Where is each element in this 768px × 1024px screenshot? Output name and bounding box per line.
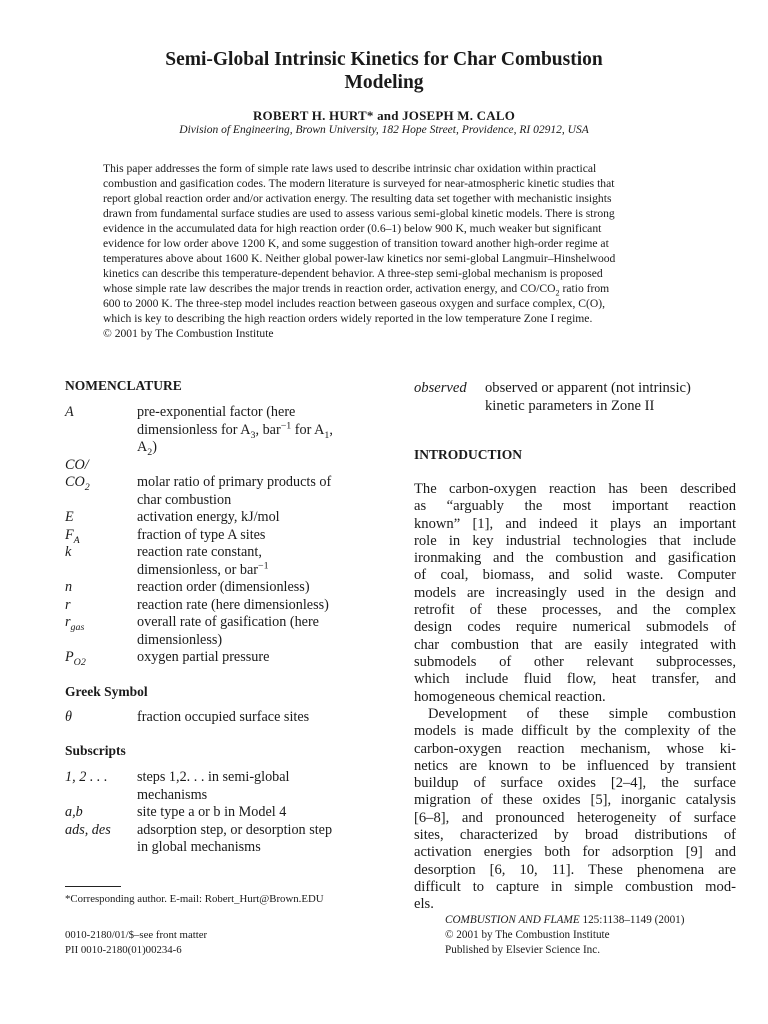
text-line: homogeneous chemical reaction. (414, 688, 606, 705)
text: for A (291, 421, 325, 438)
subscript: 2 (84, 481, 90, 493)
text-line: difficult to capture in simple combustion mod- (414, 878, 736, 895)
text: ) (152, 439, 157, 455)
text-line: The carbon-oxygen reaction has been described (414, 481, 736, 497)
journal-name: COMBUSTION AND FLAME (445, 914, 580, 926)
abstract-line-text: whose simple rate law describes the major trends in reaction order, activation energy, and CO/CO (103, 282, 556, 295)
symbol: 1, 2 . . . (65, 769, 108, 785)
pii-line: PII 0010-2180(01)00234-6 (65, 944, 182, 956)
text-line: submodels of other relevant subprocesses, (414, 653, 736, 670)
symbol: r (65, 596, 71, 613)
nomenclature-item (65, 509, 395, 527)
nomenclature-item (65, 544, 395, 579)
footnote: *Corresponding author. E-mail: Robert_Hurt@Brown.EDU (65, 893, 324, 905)
nomenclature-item (65, 597, 395, 615)
nomenclature-item (65, 457, 395, 510)
definition: oxygen partial pressure (137, 649, 270, 665)
text: dimensionless for A (137, 421, 251, 438)
greek-list (65, 709, 395, 727)
definition (137, 769, 395, 804)
text: , (329, 421, 333, 438)
abstract (103, 161, 699, 341)
issn-line: 0010-2180/01/$–see front matter (65, 929, 208, 941)
definition-line: kinetic parameters in Zone II (485, 398, 655, 414)
symbol (65, 614, 137, 649)
text-line: Development of these simple combustion (428, 706, 736, 722)
intro-paragraph-1 (414, 481, 736, 706)
intro-paragraph-2 (414, 706, 736, 914)
nomenclature-item (65, 404, 395, 457)
symbol (65, 527, 137, 545)
definition (137, 404, 395, 457)
symbol-line (65, 474, 137, 492)
superscript: −1 (257, 559, 269, 571)
definition: site type a or b in Model 4 (137, 804, 287, 820)
text-line: activation energies both for adsorption [9] and (414, 844, 736, 861)
nomenclature-list (65, 404, 395, 667)
definition-line: in global mechanisms (137, 839, 261, 855)
nomenclature-item (65, 649, 395, 667)
definition (137, 822, 395, 857)
symbol: n (65, 579, 73, 595)
nomenclature-item (65, 822, 395, 857)
definition-line: adsorption step, or desorption step (137, 821, 333, 838)
definition-line: reaction rate constant, (137, 544, 262, 560)
symbol (65, 649, 137, 667)
text-line: as “arguably the most important reaction (414, 498, 736, 515)
text-line: retrofit of these processes, and the complex (414, 602, 736, 619)
text-line: char combustion that are easily integrated with (414, 636, 736, 653)
paper-title (90, 48, 678, 94)
nomenclature-item (65, 804, 395, 822)
greek-heading: Greek Symbol (65, 684, 148, 699)
subscript: 2 (555, 288, 560, 298)
abstract-line-tail: ratio from (559, 282, 610, 295)
definition-line: mechanisms (137, 786, 208, 803)
symbol: E (65, 509, 74, 525)
symbol-line: CO/ (65, 456, 89, 473)
nomenclature-heading: NOMENCLATURE (65, 378, 182, 393)
journal-volume: 125:1138–1149 (2001) (579, 914, 685, 926)
subscript: 2 (147, 446, 153, 458)
text-line: models are increasingly used in the design and (414, 584, 736, 601)
text-line: carbon-oxygen reaction mechanism, whose ki- (414, 740, 736, 757)
nomenclature-item (65, 769, 395, 804)
text-line: role in key industrial technologies that include (414, 532, 736, 549)
symbol: a,b (65, 804, 83, 820)
text-line: [6–8], and pronounced heterogeneity of surface (414, 809, 736, 826)
definition-line: char combustion (137, 491, 232, 508)
text-line: of coal, biomass, and solid waste. Computer (414, 567, 736, 584)
definition: fraction of type A sites (137, 526, 266, 543)
text-line: which include fluid flow, heat transfer, and (414, 671, 736, 688)
intro-heading: INTRODUCTION (414, 447, 523, 462)
definition: reaction rate (here dimensionless) (137, 596, 329, 613)
definition-line (137, 559, 395, 580)
definition-line: molar ratio of primary products of (137, 474, 332, 490)
abstract-line: report global reaction order and/or activation energy. The resulting data set together with mechanistic insights (103, 192, 612, 205)
footnote-rule (65, 886, 121, 887)
definition-line: steps 1,2. . . in semi-global (137, 769, 290, 785)
symbol: ads, des (65, 821, 111, 838)
text-line: migration of these oxides [5], inorganic catalysis (414, 792, 736, 809)
journal-info (445, 913, 685, 958)
definition: activation energy, kJ/mol (137, 509, 280, 525)
abstract-line (103, 281, 699, 296)
definition (485, 379, 736, 415)
nomenclature-item (65, 709, 395, 727)
abstract-line: This paper addresses the form of simple rate laws used to describe intrinsic char oxidation within practical (103, 162, 597, 175)
text-line: buildup of surface oxides [2–4], the surface (414, 775, 736, 792)
abstract-line: evidence for low order above 1200 K, and some suggestion of transition toward another high-order regime at (103, 237, 609, 250)
text (445, 914, 685, 926)
definition (137, 457, 395, 510)
abstract-line: © 2001 by The Combustion Institute (103, 327, 274, 340)
text: F (65, 526, 74, 543)
observed-entry (414, 379, 736, 415)
definition-line: pre-exponential factor (here (137, 404, 296, 420)
text: A (137, 439, 148, 455)
nomenclature-item (414, 379, 736, 415)
copyright-line: © 2001 by The Combustion Institute (445, 929, 610, 941)
definition-line (137, 439, 395, 457)
journal-citation (445, 913, 685, 928)
text: dimensionless, or bar (137, 561, 258, 578)
symbol: θ (65, 709, 72, 725)
text: P (65, 649, 74, 665)
affiliation: Division of Engineering, Brown University, 182 Hope Street, Providence, RI 02912, USA (179, 124, 589, 136)
abstract-line: drawn from fundamental surface studies are used to assess various semi-global kinetic models. There is strong (103, 207, 615, 220)
definition: reaction order (dimensionless) (137, 579, 310, 595)
definition-line: overall rate of gasification (here (137, 614, 319, 630)
title-line-1: Semi-Global Intrinsic Kinetics for Char Combustion (165, 49, 603, 70)
text: r (65, 614, 71, 630)
abstract-line: which is key to describing the high reaction orders widely reported in the low temperature Zone I regime. (103, 312, 593, 325)
title-line-2: Modeling (344, 72, 424, 93)
subscript: O2 (73, 656, 86, 668)
publisher-line: Published by Elsevier Science Inc. (445, 944, 601, 956)
text-line: models is made difficult by the complexity of the (414, 723, 736, 740)
abstract-line: combustion and gasification codes. The modern literature is surveyed for near-atmospheric kinetic studies that (103, 177, 615, 190)
symbol: A (65, 404, 74, 420)
abstract-line: evidence in the accumulated data for high reaction order (0.6–1) below 900 K, much weaker but significant (103, 222, 602, 235)
subscripts-heading: Subscripts (65, 743, 126, 758)
definition-line: observed or apparent (not intrinsic) (485, 380, 691, 396)
issn-block (65, 928, 207, 958)
text: CO (65, 474, 85, 490)
text-line: sites, characterized by broad distributions of (414, 827, 736, 844)
text-line: ironmaking and the combustion and gasification (414, 550, 736, 567)
abstract-line: kinetics can describe this temperature-dependent behavior. A three-step semi-global mechanism is proposed (103, 267, 603, 280)
symbol (65, 457, 137, 510)
subscript: A (73, 534, 80, 546)
text-line: known” [1], and indeed it plays an important (414, 515, 736, 532)
abstract-line: temperatures above about 1600 K. Neither global power-law kinetics nor semi-global Langmuir–Hinshelwood (103, 252, 616, 265)
definition-line: dimensionless) (137, 631, 223, 648)
symbol: observed (414, 380, 467, 396)
nomenclature-item (65, 579, 395, 597)
text-line: els. (414, 896, 434, 913)
abstract-line: 600 to 2000 K. The three-step model includes reaction between gaseous oxygen and surface complex, C(O), (103, 297, 606, 310)
subscript: gas (70, 621, 85, 633)
symbol: k (65, 544, 72, 560)
subscript: 3 (250, 429, 256, 441)
definition (137, 614, 395, 649)
definition-line (137, 419, 395, 441)
spacer (137, 457, 395, 475)
nomenclature-item (65, 527, 395, 545)
text-line: netics are known to be influenced by transient (414, 757, 736, 774)
text-line: desorption [6, 10, 11]. These phenomena are (414, 861, 736, 878)
subscripts-list (65, 769, 395, 857)
text-line: design codes require numerical submodels of (414, 619, 736, 636)
definition: fraction occupied surface sites (137, 709, 310, 725)
superscript: −1 (280, 419, 292, 431)
authors: ROBERT H. HURT* and JOSEPH M. CALO (252, 108, 516, 123)
text: , bar (255, 421, 281, 438)
nomenclature-item (65, 614, 395, 649)
subscript: 1 (324, 429, 330, 441)
definition (137, 544, 395, 579)
